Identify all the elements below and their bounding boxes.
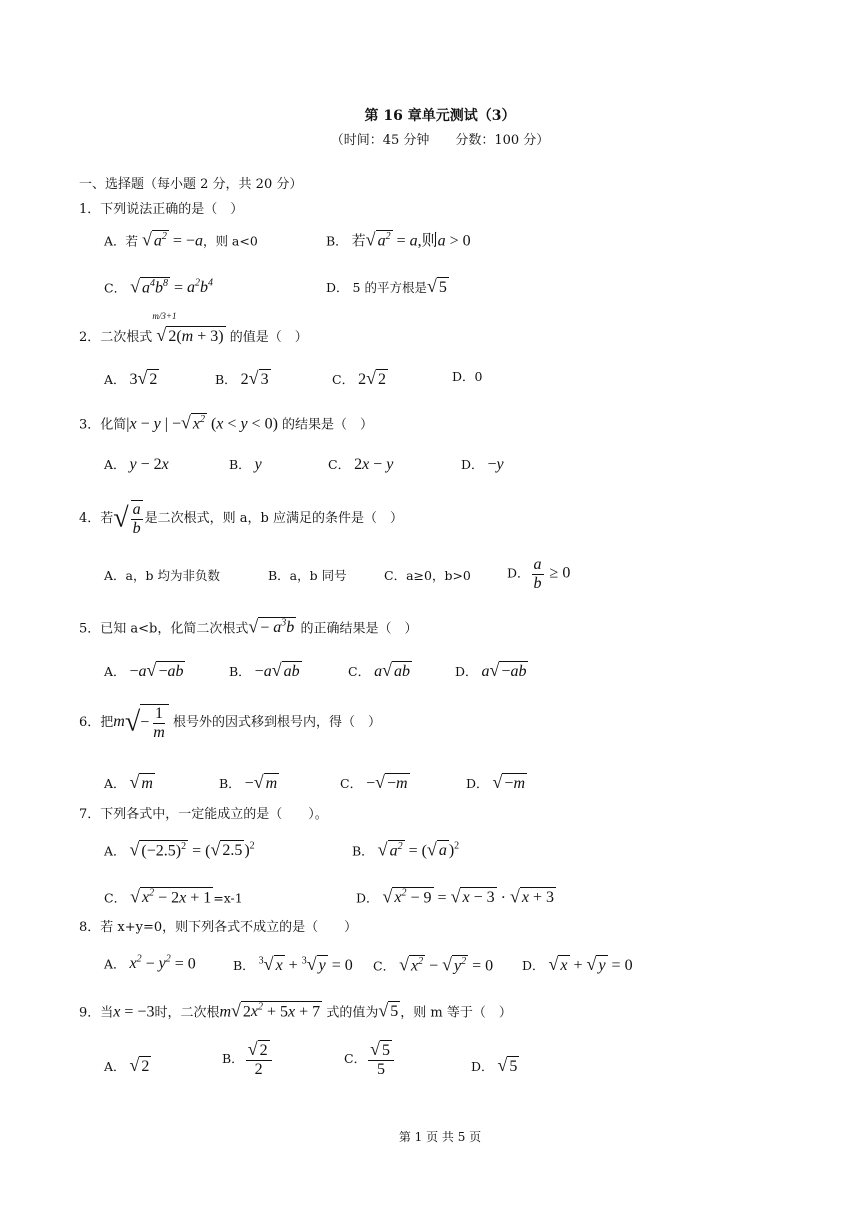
question-3-option-b: B． y: [229, 456, 262, 473]
question-8-option-a: A． $x^2 - y^2 = 0$: [104, 954, 196, 973]
question-9-stem: 9．当x = −3时，二次根m√ $2x^2 + 5x + 7$ 式的值为√ 5 ，则 m 等于（ ）: [79, 1000, 512, 1021]
page-title: 第 16 章单元测试（3）: [364, 108, 516, 124]
question-4-option-d: D． $\frac{a}{b}$ ≥ 0: [507, 556, 571, 592]
question-1-option-b: B． 若√ $a^2 = a$,则a > 0: [326, 229, 471, 250]
question-1-option-a: A．若 √ $a^2 = -a$，则 a<0: [104, 229, 258, 250]
question-2-option-a: A． 3√ 2: [104, 368, 158, 388]
question-8-option-d: D． √ x + √ y = 0: [522, 954, 633, 974]
page-subtitle: （时间：45 分钟 分数：100 分）: [330, 133, 550, 148]
question-4-option-c: C．a≥0，b>0: [384, 568, 471, 583]
section-heading: 一、选择题（每小题 2 分，共 20 分）: [79, 177, 303, 192]
question-9-option-d: D． √ 5: [471, 1055, 518, 1075]
question-9-option-b: B． $\frac{√ 2}{2}$: [222, 1040, 274, 1079]
question-3-option-a: A． y − 2x: [104, 456, 169, 473]
question-7-option-b: B． √ $a^2$ = (√ a )$^2$: [352, 839, 460, 860]
question-3-stem: 3．化简|x − y | −√ $x^2$ (x < y < 0) 的结果是（ ）: [79, 412, 374, 433]
question-5-option-a: A． −a√ −ab: [104, 660, 184, 680]
question-5-option-d: D． a√ −ab: [455, 660, 527, 680]
question-1-option-d: D． 5 的平方根是√ 5: [326, 276, 447, 296]
question-8-option-c: C． √ $x^2$ − √ $y^2 = 0$: [373, 954, 494, 975]
question-6-stem: 6．把m√ − $\frac{1}{m}$ 根号外的因式移到根号内，得（ ）: [79, 705, 381, 741]
question-2-option-b: B． 2√ 3: [215, 368, 269, 388]
question-8-option-b: B． $^3$√ x + $^3$√ y = 0: [233, 954, 353, 974]
question-7-option-d: D． √ $x^2 - 9$ = √ x − 3 · √ x + 3: [356, 886, 554, 907]
page-footer: 第 1 页 共 5 页: [398, 1130, 482, 1144]
question-6-option-c: C． −√ −m: [340, 772, 408, 792]
question-4-stem: 4．若√ $\frac{a}{b}$ 是二次根式，则 a，b 应满足的条件是（ ）: [79, 501, 403, 537]
question-9-option-a: A． √ 2: [104, 1055, 150, 1075]
question-3-option-d: D． −y: [461, 456, 504, 473]
question-3-option-c: C． 2x − y: [328, 456, 394, 473]
question-7-option-c: C． √ $x^2 - 2x + 1 =x-1$: [104, 886, 243, 907]
question-7-option-a: A． √ $(-2.5)^2$ = (√ 2.5 )$^2$: [104, 839, 255, 860]
question-2-option-d: D．0: [452, 369, 483, 384]
question-6-option-d: D． √ −m: [466, 772, 525, 792]
question-6-option-a: A． √ m: [104, 772, 153, 792]
question-2-option-c: C． 2√ 2: [332, 368, 386, 388]
question-9-option-c: C． $\frac{√ 5}{5}$: [344, 1040, 396, 1079]
question-7-stem: 7．下列各式中，一定能成立的是（ ）。: [79, 807, 328, 822]
question-4-option-a: A．a，b 均为非负数: [104, 568, 220, 583]
question-5-option-b: B． −a√ ab: [229, 660, 300, 680]
question-4-option-b: B．a，b 同号: [268, 568, 347, 583]
question-5-option-c: C． a√ ab: [348, 660, 410, 680]
question-1-stem: 1．下列说法正确的是（ ）: [79, 202, 244, 217]
question-1-option-c: C． √ $a^4b^8 = a^2b^4$: [104, 276, 213, 297]
question-2-stem: 2．二次根式 m/3+1 √ 2(m + 3) 的值是（ ）: [79, 311, 308, 345]
question-8-stem: 8．若 x+y=0，则下列各式不成立的是（ ）: [79, 920, 358, 935]
question-6-option-b: B． −√ m: [219, 772, 278, 792]
question-5-stem: 5．已知 a<b，化简二次根式√ − $a^3b$ 的正确结果是（ ）: [79, 616, 418, 637]
